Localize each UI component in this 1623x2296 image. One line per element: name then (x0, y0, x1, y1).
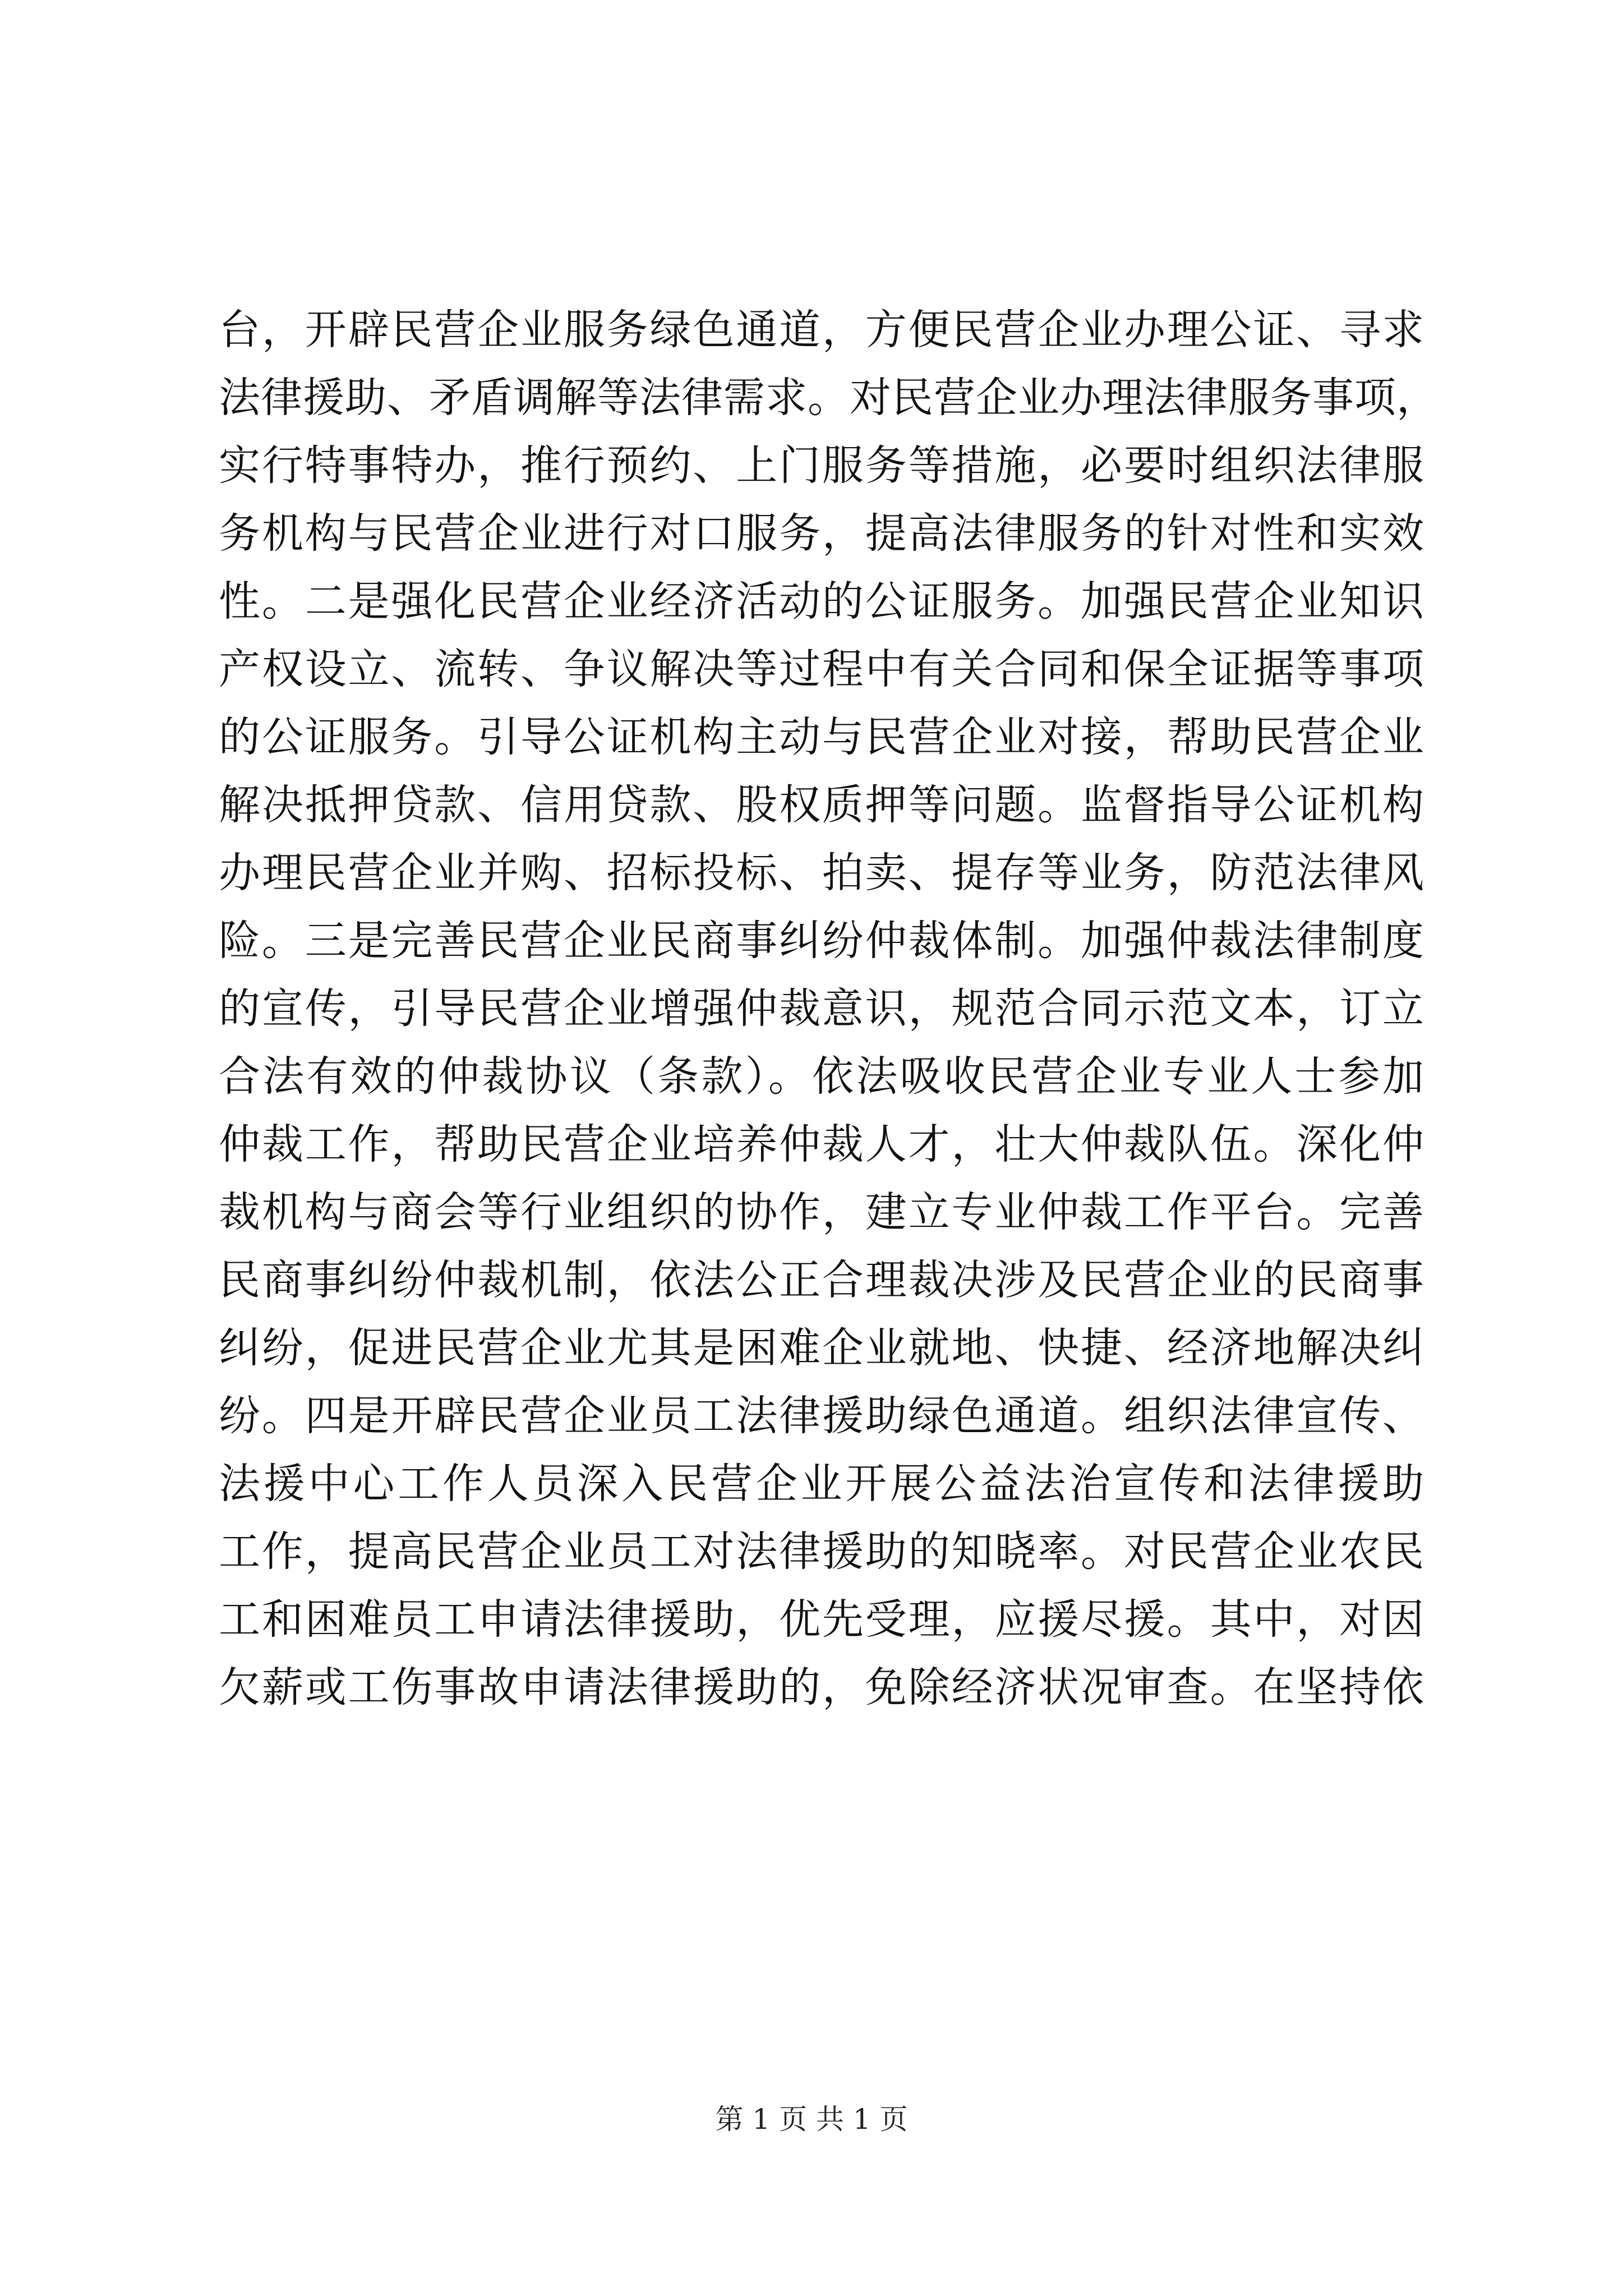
text-line: 法援中心工作人员深入民营企业开展公益法治宣传和法律援助 (219, 1460, 1424, 1508)
text-line: 务机构与民营企业进行对口服务，提高法律服务的针对性和实效 (219, 509, 1424, 558)
text-line: 工和困难员工申请法律援助，优先受理，应援尽援。其中，对因 (219, 1595, 1424, 1644)
text-line: 法律援助、矛盾调解等法律需求。对民营企业办理法律服务事项， (219, 374, 1438, 422)
body-text (219, 296, 1438, 1722)
text-line: 民商事纠纷仲裁机制，依法公正合理裁决涉及民营企业的民商事 (219, 1256, 1424, 1304)
text-line: 裁机构与商会等行业组织的协作，建立专业仲裁工作平台。完善 (219, 1188, 1424, 1236)
text-line: 台，开辟民营企业服务绿色通道，方便民营企业办理公证、寻求 (219, 306, 1424, 354)
text-line: 办理民营企业并购、招标投标、拍卖、提存等业务，防范法律风 (219, 849, 1424, 897)
text-line: 仲裁工作，帮助民营企业培养仲裁人才，壮大仲裁队伍。深化仲 (219, 1120, 1424, 1168)
text-line: 欠薪或工伤事故申请法律援助的，免除经济状况审查。在坚持依 (219, 1663, 1424, 1711)
text-line: 产权设立、流转、争议解决等过程中有关合同和保全证据等事项 (219, 645, 1424, 693)
text-line: 工作，提高民营企业员工对法律援助的知晓率。对民营企业农民 (219, 1527, 1424, 1576)
text-line: 合法有效的仲裁协议（条款）。依法吸收民营企业专业人士参加 (219, 1052, 1424, 1101)
text-line: 实行特事特办，推行预约、上门服务等措施，必要时组织法律服 (219, 441, 1424, 490)
text-line: 纷。四是开辟民营企业员工法律援助绿色通道。组织法律宣传、 (219, 1392, 1424, 1440)
text-line: 纠纷，促进民营企业尤其是困难企业就地、快捷、经济地解决纠 (219, 1324, 1424, 1372)
text-line: 解决抵押贷款、信用贷款、股权质押等问题。监督指导公证机构 (219, 781, 1424, 829)
text-line: 的公证服务。引导公证机构主动与民营企业对接，帮助民营企业 (219, 713, 1424, 761)
text-line: 险。三是完善民营企业民商事纠纷仲裁体制。加强仲裁法律制度 (219, 917, 1424, 965)
page-footer: 第 1 页 共 1 页 (715, 2103, 908, 2136)
text-line: 的宣传，引导民营企业增强仲裁意识，规范合同示范文本，订立 (219, 984, 1424, 1033)
text-line: 性。二是强化民营企业经济活动的公证服务。加强民营企业知识 (219, 577, 1424, 625)
